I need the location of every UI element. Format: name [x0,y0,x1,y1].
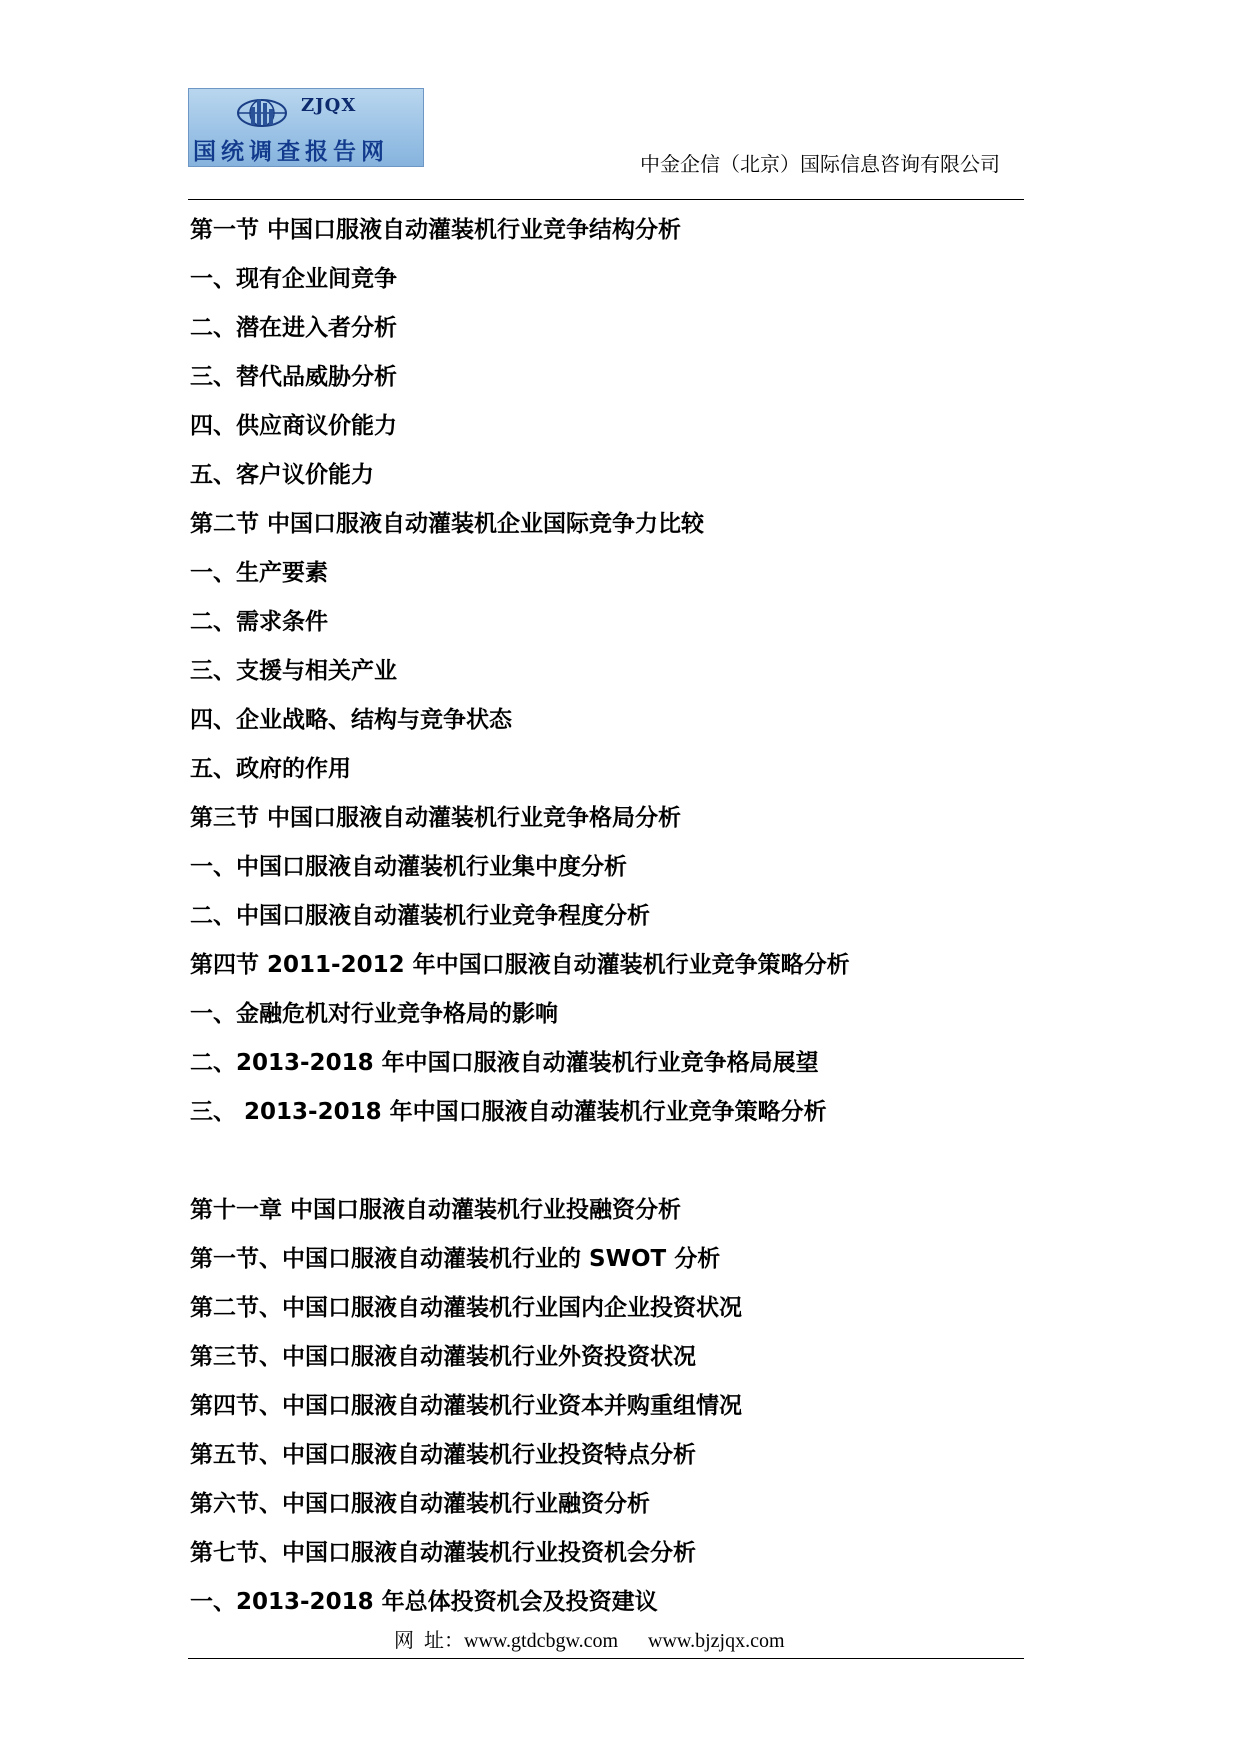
logo-code: ZJQX [301,95,357,116]
toc-line: 第五节、中国口服液自动灌装机行业投资特点分析 [190,1442,696,1468]
toc-line: 第一节、中国口服液自动灌装机行业的 SWOT 分析 [190,1246,721,1272]
page-header [188,88,1024,200]
toc-chapter: 第十一章 中国口服液自动灌装机行业投融资分析 [190,1197,682,1223]
toc-line: 一、现有企业间竞争 [190,266,397,292]
toc-line: 五、政府的作用 [190,756,351,782]
company-name: 中金企信（北京）国际信息咨询有限公司 [640,152,1000,176]
toc-spacer [190,1137,1020,1186]
toc-line: 五、客户议价能力 [190,462,374,488]
globe-building-icon [235,95,289,129]
toc-line: 第七节、中国口服液自动灌装机行业投资机会分析 [190,1540,696,1566]
page-footer [188,1622,1024,1658]
toc-line: 二、2013-2018 年中国口服液自动灌装机行业竞争格局展望 [190,1050,819,1076]
toc-line: 二、中国口服液自动灌装机行业竞争程度分析 [190,903,650,929]
toc-line: 一、金融危机对行业竞争格局的影响 [190,1001,558,1027]
toc-line: 三、替代品威胁分析 [190,364,397,390]
toc-line: 一、生产要素 [190,560,328,586]
company-logo [188,88,424,167]
toc-line: 第二节 中国口服液自动灌装机企业国际竞争力比较 [190,511,705,537]
footer-website: 网 址：www.gtdcbgw.com www.bjzjqx.com [394,1630,785,1652]
toc-line: 第三节、中国口服液自动灌装机行业外资投资状况 [190,1344,696,1370]
table-of-contents [190,206,1020,1627]
toc-line: 四、企业战略、结构与竞争状态 [190,707,512,733]
toc-line: 第四节、中国口服液自动灌装机行业资本并购重组情况 [190,1393,742,1419]
toc-line: 四、供应商议价能力 [190,413,397,439]
toc-line: 三、 2013-2018 年中国口服液自动灌装机行业竞争策略分析 [190,1099,827,1125]
logo-title: 国统调查报告网 [193,139,389,165]
toc-line: 二、潜在进入者分析 [190,315,397,341]
header-divider [188,199,1024,200]
toc-line: 第三节 中国口服液自动灌装机行业竞争格局分析 [190,805,682,831]
toc-line: 二、需求条件 [190,609,328,635]
toc-line: 第一节 中国口服液自动灌装机行业竞争结构分析 [190,217,682,243]
toc-line: 第四节 2011-2012 年中国口服液自动灌装机行业竞争策略分析 [190,952,850,978]
toc-line: 一、中国口服液自动灌装机行业集中度分析 [190,854,627,880]
toc-line: 三、支援与相关产业 [190,658,397,684]
toc-line: 第二节、中国口服液自动灌装机行业国内企业投资状况 [190,1295,742,1321]
toc-line: 一、2013-2018 年总体投资机会及投资建议 [190,1589,658,1615]
footer-divider [188,1658,1024,1659]
toc-line: 第六节、中国口服液自动灌装机行业融资分析 [190,1491,650,1517]
